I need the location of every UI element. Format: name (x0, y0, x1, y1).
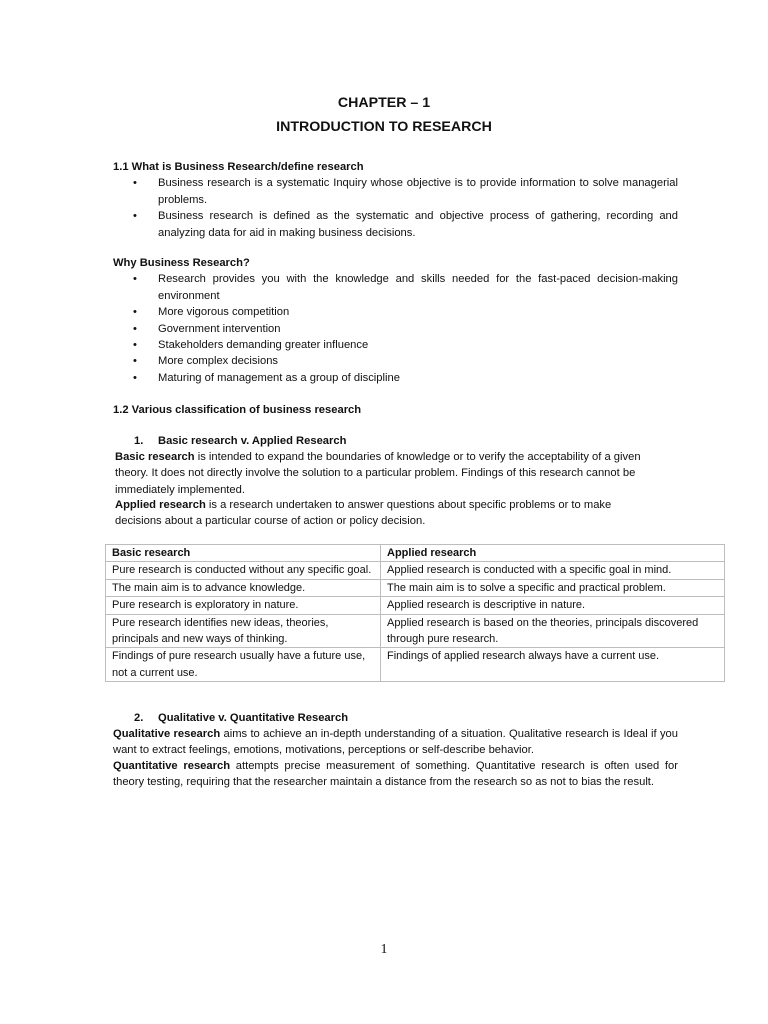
table-cell: Applied research is based on the theories, principals discovered through pure research. (381, 614, 725, 648)
term-quantitative-research: Quantitative research (113, 760, 231, 772)
term-qualitative-research: Qualitative research (113, 728, 221, 740)
table-row (106, 562, 725, 579)
qualitative-research-paragraph: Qualitative research aims to achieve an in-depth understanding of a situation. Qualitative research is Ideal if you want to extract feelings, emotions, motivations, perceptions or self-describe behavior. (113, 728, 678, 757)
bullet-list (113, 175, 678, 241)
table-cell: Pure research is conducted without any specific goal. (106, 562, 381, 579)
list-number: 2. (134, 712, 144, 724)
bullet-list (113, 271, 678, 386)
table-cell: Applied research is descriptive in nature. (381, 597, 725, 614)
subsection-heading: Basic research v. Applied Research (158, 435, 347, 447)
list-item: • Government intervention (113, 321, 678, 337)
section-heading-classification: 1.2 Various classification of business research (113, 404, 362, 416)
comparison-table (105, 544, 725, 682)
section-heading: Why Business Research? (113, 257, 250, 269)
section-heading: 1.1 What is Business Research/define research (113, 161, 364, 173)
list-item: • More complex decisions (113, 353, 678, 369)
term-basic-research: Basic research (115, 451, 195, 463)
section-what-is-research (113, 159, 678, 241)
list-number: 1. (134, 435, 144, 447)
list-item: • Maturing of management as a group of discipline (113, 370, 678, 386)
table-row (106, 648, 725, 682)
subsection-heading: Qualitative v. Quantitative Research (158, 712, 349, 724)
applied-research-paragraph: Applied research is a research undertaken to answer questions about specific problems or to make decisions about a particular course of action or policy decision. (115, 499, 612, 528)
page-number: 1 (380, 942, 388, 957)
table-cell: Findings of pure research usually have a future use, not a current use. (106, 648, 381, 682)
list-item: • Business research is defined as the systematic and objective process of gathering, recording and analyzing data for aid in making business decisions. (133, 210, 678, 239)
bullet-icon: • (133, 306, 137, 319)
bullet-icon: • (133, 273, 137, 286)
section-why-research (113, 255, 678, 386)
table-cell: Findings of applied research always have a current use. (381, 648, 725, 682)
table-cell: Pure research is exploratory in nature. (106, 597, 381, 614)
term-applied-research: Applied research (115, 499, 206, 511)
list-item: • More vigorous competition (113, 304, 678, 320)
column-header: Basic research (106, 545, 381, 562)
table-row (106, 614, 725, 648)
bullet-icon: • (133, 355, 137, 368)
list-item: • Stakeholders demanding greater influence (113, 337, 678, 353)
bullet-icon: • (133, 322, 137, 335)
bullet-icon: • (133, 339, 137, 352)
table-header-row (106, 545, 725, 562)
bullet-icon: • (133, 371, 137, 384)
bullet-icon: • (133, 210, 137, 223)
table-cell: The main aim is to advance knowledge. (106, 579, 381, 596)
table-row (106, 597, 725, 614)
bullet-icon: • (133, 177, 137, 190)
list-item: • Business research is a systematic Inquiry whose objective is to provide information to solve managerial problems. (133, 177, 678, 206)
chapter-title: INTRODUCTION TO RESEARCH (276, 119, 492, 135)
quantitative-research-paragraph: Quantitative research attempts precise measurement of something. Quantitative research is often used for theory testing, requiring that the researcher maintain a distance from the research so as not to bias the result. (113, 760, 678, 789)
table-cell: Pure research identifies new ideas, theories, principals and new ways of thinking. (106, 614, 381, 648)
table-cell: The main aim is to solve a specific and practical problem. (381, 579, 725, 596)
basic-research-paragraph: Basic research is intended to expand the boundaries of knowledge or to verify the acceptability of a given theory. It does not directly involve the solution to a particular problem. Findings of this research cannot be immediately implemented. (115, 451, 641, 496)
table-row (106, 579, 725, 596)
chapter-label: CHAPTER – 1 (337, 95, 431, 111)
column-header: Applied research (381, 545, 725, 562)
list-item: • Research provides you with the knowledge and skills needed for the fast-paced decision-making environment (133, 273, 678, 302)
table-cell: Applied research is conducted with a specific goal in mind. (381, 562, 725, 579)
